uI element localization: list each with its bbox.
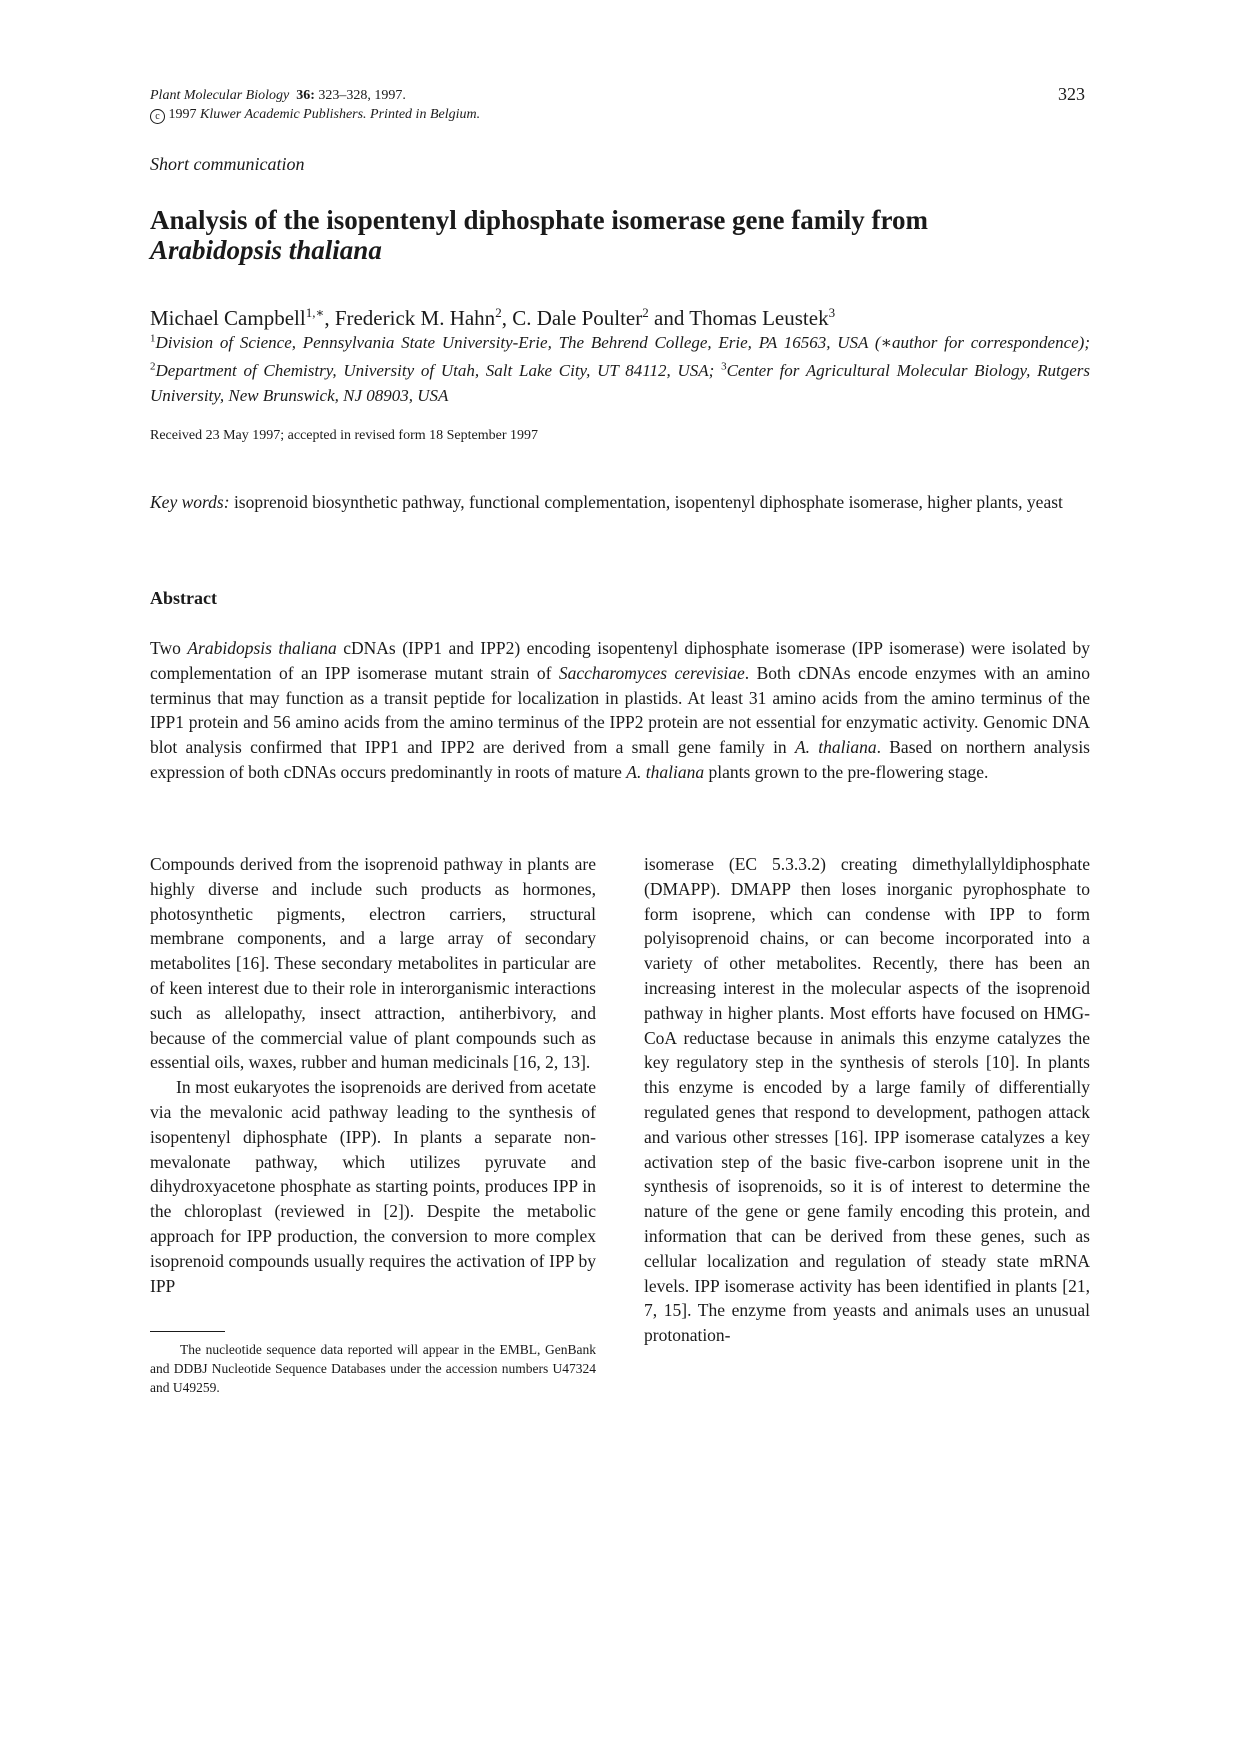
received-dates: Received 23 May 1997; accepted in revised form 18 September 1997 — [150, 428, 538, 443]
journal-name: Plant Molecular Biology — [150, 88, 290, 103]
publisher: Kluwer Academic Publishers. Printed in Belgium. — [200, 107, 481, 122]
paragraph: Compounds derived from the isoprenoid pathway in plants are highly diverse and include such products as hormones, photosynthetic pigments, electron carriers, structural membrane components, and a large array of secondary metabolites [16]. These secondary metabolites in particular are of keen interest due to their role in interorganismic interactions such as allelopathy, insect attraction, antiherbivory, and because of the commercial value of plant compounds such as essential oils, waxes, rubber and human medicinals [16, 2, 13]. — [150, 854, 596, 1073]
copyright-icon: c — [150, 109, 165, 124]
section-type: Short communication — [150, 154, 305, 174]
journal-pages: 323–328, 1997. — [314, 88, 406, 103]
affiliations — [150, 326, 1090, 408]
abstract-heading: Abstract — [150, 588, 217, 608]
author: Frederick M. Hahn$^2$, — [334, 305, 513, 330]
title-line-2: Arabidopsis thaliana — [150, 235, 382, 265]
journal-citation — [150, 86, 480, 124]
footnote-divider — [150, 1331, 225, 1332]
copyright-line — [150, 105, 480, 124]
author: C. Dale Poulter$^2$ and — [512, 305, 690, 330]
body-column-right — [644, 852, 1090, 1348]
paper-title — [150, 205, 1100, 265]
copyright-year: 1997 — [165, 107, 200, 122]
affiliation: $^1$Division of Science, Pennsylvania State University-Erie, The Behrend College, Erie, PA 16563, USA (∗author for correspondence); — [150, 332, 1090, 352]
author: Michael Campbell$^{1,∗}$, — [150, 305, 335, 330]
title-line-1: Analysis of the isopentenyl diphosphate isomerase gene family from — [150, 205, 929, 235]
journal-line — [150, 86, 480, 105]
keywords — [150, 490, 1090, 515]
page-number: 323 — [1058, 84, 1085, 104]
footnote: The nucleotide sequence data reported will appear in the EMBL, GenBank and DDBJ Nucleotide Sequence Databases under the accession numbers U47324 and U49259. — [150, 1342, 596, 1395]
abstract-text: Two Arabidopsis thaliana cDNAs (IPP1 and IPP2) encoding isopentenyl diphosphate isomerase (IPP isomerase) were isolated by complementation of an IPP isomerase mutant strain of Saccharomyces cerevisiae. Both cDNAs encode enzymes with an amino terminus that may function as a transit peptide for localization in plastids. At least 31 amino acids from the amino terminus of the IPP1 protein and 56 amino acids from the amino terminus of the IPP2 protein are not essential for enzymatic activity. Genomic DNA blot analysis confirmed that IPP1 and IPP2 are derived from a small gene family in A. thaliana. Based on northern analysis expression of both cDNAs occurs predominantly in roots of mature A. thaliana plants grown to the pre-flowering stage. — [150, 638, 1091, 782]
paragraph: In most eukaryotes the isoprenoids are derived from acetate via the mevalonic acid pathway leading to the synthesis of isopentenyl diphosphate (IPP). In plants a separate non-mevalonate pathway, which utilizes pyruvate and dihydroxyacetone phosphate as starting points, produces IPP in the chloroplast (reviewed in [2]). Despite the metabolic approach for IPP production, the conversion to more complex isoprenoid compounds usually requires the activation of IPP by IPP — [150, 1077, 596, 1296]
journal-volume: 36: — [296, 88, 315, 103]
author: Thomas Leustek$^3$ — [689, 305, 836, 330]
keywords-label: Key words: — [150, 492, 230, 512]
body-column-left — [150, 852, 596, 1298]
affiliation: $^3$Center for Agricultural Molecular Biology, Rutgers University, New Brunswick, NJ 08903, USA — [150, 360, 1090, 406]
affiliation: $^2$Department of Chemistry, University of Utah, Salt Lake City, UT 84112, USA; — [150, 360, 722, 381]
keywords-text: isoprenoid biosynthetic pathway, functional complementation, isopentenyl diphosphate isomerase, higher plants, yeast — [229, 492, 1063, 512]
paragraph: isomerase (EC 5.3.3.2) creating dimethylallyldiphosphate (DMAPP). DMAPP then loses inorganic pyrophosphate to form isoprene, which can condense with IPP to form polyisoprenoid chains, or can become incorporated into a variety of other metabolites. Recently, there has been an increasing interest in the molecular aspects of the isoprenoid pathway in higher plants. Most efforts have focused on HMG-CoA reductase because in animals this enzyme catalyzes the key regulatory step in the synthesis of sterols [10]. In plants this enzyme is encoded by a large family of differentially regulated genes that respond to development, pathogen attack and various other stresses [16]. IPP isomerase catalyzes a key activation step of the basic five-carbon isoprene unit in the synthesis of isoprenoids, so it is of interest to determine the nature of the gene or gene family encoding this protein, and information that can be derived from these genes, such as cellular localization and regulation of steady state mRNA levels. IPP isomerase activity has been identified in plants [21, 7, 15]. The enzyme from yeasts and animals uses an unusual protonation- — [644, 854, 1090, 1346]
